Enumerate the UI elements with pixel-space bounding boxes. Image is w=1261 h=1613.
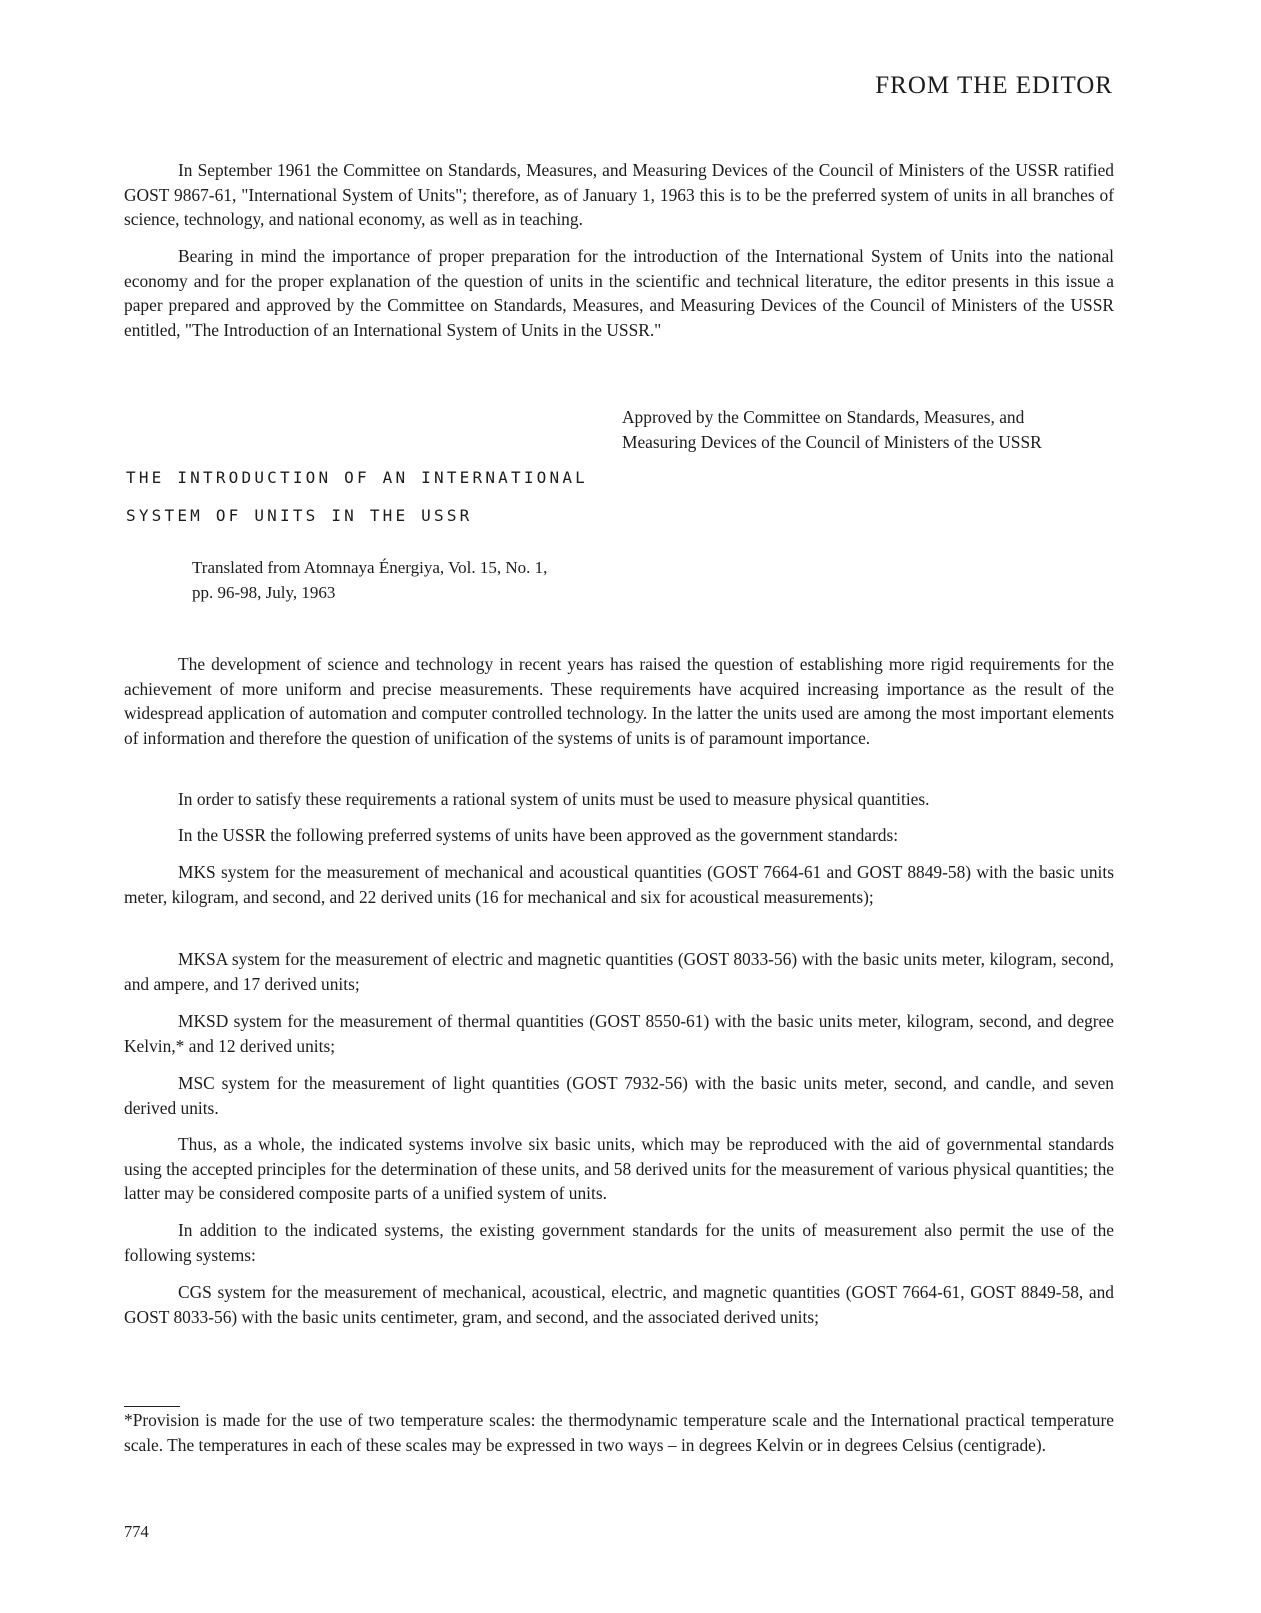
body-paragraph: MSC system for the measurement of light quantities (GOST 7932-56) with the basic units meter, second, and candle, and seven derived units.: [124, 1073, 1114, 1118]
approval-line: Approved by the Committee on Standards, Measures, and: [622, 407, 1025, 427]
translation-note: [192, 555, 692, 605]
body-paragraph: The development of science and technology in recent years has raised the question of establishing more rigid requirements for the achievement of more uniform and precise measurements. These requirements have acquired increasing importance as the result of the widespread application of automation and computer controlled technology. In the latter the units used are among the most important elements of information and therefore the question of unification of the systems of units is of paramount importance.: [124, 654, 1114, 748]
approval-line: Measuring Devices of the Council of Ministers of the USSR: [622, 431, 1042, 452]
editor-paragraph: In September 1961 the Committee on Standards, Measures, and Measuring Devices of the Council of Ministers of the USSR ratified GOST 9867-61, "International System of Units"; therefore, as of January 1, 1963 this is to be the preferred system of units in all branches of science, technology, and national economy, as well as in teaching.: [124, 160, 1114, 229]
translation-line: Translated from Atomnaya Énergiya, Vol. 15, No. 1,: [192, 558, 548, 577]
body-paragraph: Thus, as a whole, the indicated systems involve six basic units, which may be reproduced with the aid of governmental standards using the accepted principles for the determination of these units, and 58 derived units for the measurement of various physical quantities; the latter may be considered composite parts of a unified system of units.: [124, 1134, 1114, 1203]
body-paragraph: In order to satisfy these requirements a rational system of units must be used to measure physical quantities.: [178, 789, 930, 809]
footnote: *Provision is made for the use of two temperature scales: the thermodynamic temperature scale and the International practical temperature scale. The temperatures in each of these scales may be expressed in two ways – in degrees Kelvin or in degrees Celsius (centigrade).: [124, 1410, 1114, 1455]
footnote-divider: [124, 1406, 180, 1407]
article-title-line: THE INTRODUCTION OF AN INTERNATIONAL: [126, 468, 588, 487]
body-paragraph: In the USSR the following preferred systems of units have been approved as the government standards:: [178, 825, 899, 845]
article-title-line: SYSTEM OF UNITS IN THE USSR: [126, 506, 473, 525]
body-paragraph: CGS system for the measurement of mechanical, acoustical, electric, and magnetic quantities (GOST 7664-61, GOST 8849-58, and GOST 8033-56) with the basic units centimeter, gram, and second, and the associated derived units;: [124, 1282, 1114, 1327]
body-paragraph: In addition to the indicated systems, the existing government standards for the units of measurement also permit the use of the following systems:: [124, 1220, 1114, 1265]
page-number: 774: [124, 1522, 149, 1541]
translation-line: pp. 96-98, July, 1963: [192, 583, 336, 602]
section-title: FROM THE EDITOR: [875, 72, 1113, 99]
approval-note: [622, 405, 1142, 454]
body-paragraph: MKS system for the measurement of mechanical and acoustical quantities (GOST 7664-61 and GOST 8849-58) with the basic units meter, kilogram, and second, and 22 derived units (16 for mechanical and six for acoustical measurements);: [124, 862, 1114, 907]
body-paragraph: MKSA system for the measurement of electric and magnetic quantities (GOST 8033-56) with the basic units meter, kilogram, second, and ampere, and 17 derived units;: [124, 949, 1114, 994]
editor-paragraph: Bearing in mind the importance of proper preparation for the introduction of the International System of Units into the national economy and for the proper explanation of the question of units in the scientific and technical literature, the editor presents in this issue a paper prepared and approved by the Committee on Standards, Measures, and Measuring Devices of the Council of Ministers of the USSR entitled, "The Introduction of an International System of Units in the USSR.": [124, 246, 1114, 340]
body-paragraph: MKSD system for the measurement of thermal quantities (GOST 8550-61) with the basic units meter, kilogram, second, and degree Kelvin,* and 12 derived units;: [124, 1011, 1114, 1056]
